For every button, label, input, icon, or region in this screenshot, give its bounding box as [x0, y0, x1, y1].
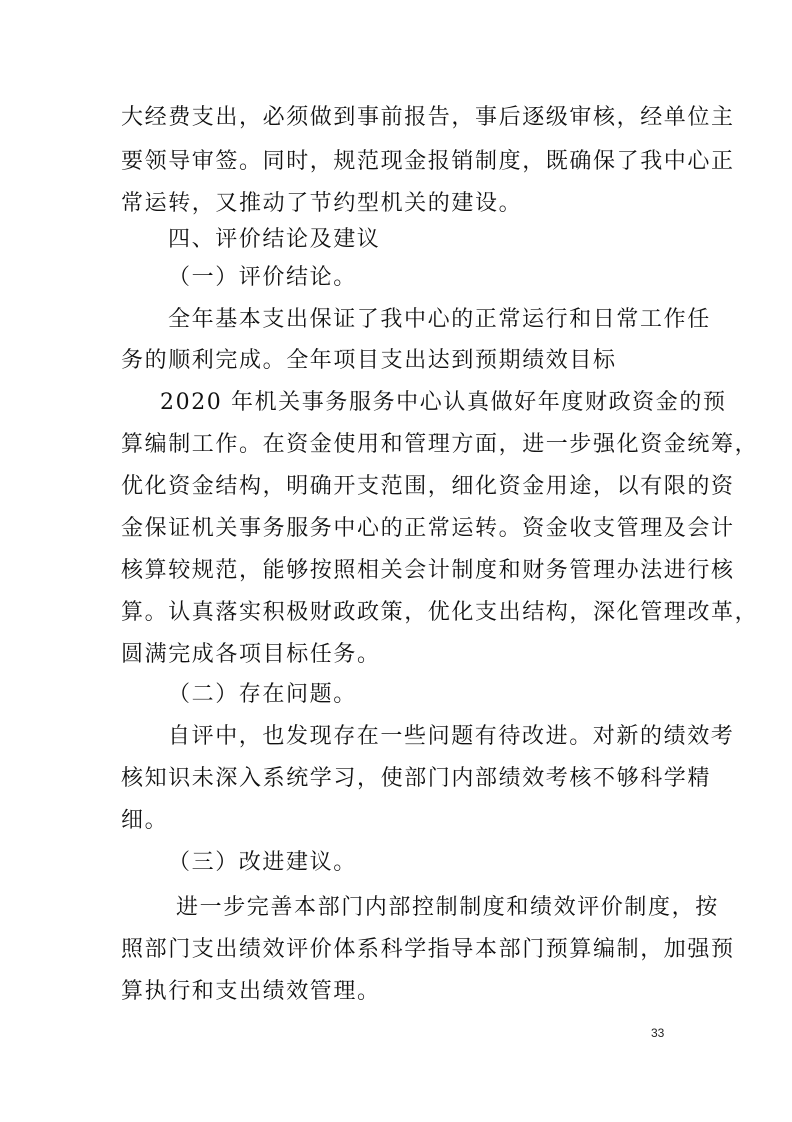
- text-line-2: 要领导审签。同时，规范现金报销制度，既确保了我中心正: [121, 149, 735, 174]
- text-line-13: 算。认真落实积极财政政策，优化支出结构，深化管理改革，: [121, 600, 759, 625]
- text-line-11: 金保证机关事务服务中心的正常运转。资金收支管理及会计: [121, 516, 735, 541]
- text-line-10: 优化资金结构，明确开支范围，细化资金用途，以有限的资: [121, 474, 735, 499]
- text-line-16: 自评中，也发现存在一些问题有待改进。对新的绩效考: [168, 724, 735, 749]
- subsection-heading-2: （二）存在问题。: [168, 682, 357, 707]
- page-number: 33: [651, 1026, 665, 1040]
- text-line-14: 圆满完成各项目标任务。: [121, 642, 381, 667]
- text-line-9: 算编制工作。在资金使用和管理方面，进一步强化资金统筹，: [121, 432, 759, 457]
- text-line-18: 细。: [121, 808, 169, 833]
- section-heading: 四、评价结论及建议: [168, 227, 381, 252]
- text-line-8: 2020 年机关事务服务中心认真做好年度财政资金的预: [160, 390, 727, 415]
- text-line-1: 大经费支出，必须做到事前报告，事后逐级审核，经单位主: [121, 105, 735, 130]
- text-line-7: 务的顺利完成。全年项目支出达到预期绩效目标: [121, 348, 617, 373]
- text-line-21: 照部门支出绩效评价体系科学指导本部门预算编制，加强预: [121, 937, 735, 962]
- text-line-3: 常运转，又推动了节约型机关的建设。: [121, 191, 523, 216]
- subsection-heading-1: （一）评价结论。: [168, 265, 357, 290]
- text-line-20: 进一步完善本部门内部控制制度和绩效评价制度，按: [176, 895, 719, 920]
- text-line-6: 全年基本支出保证了我中心的正常运行和日常工作任: [168, 307, 711, 332]
- text-line-12: 核算较规范，能够按照相关会计制度和财务管理办法进行核: [121, 558, 735, 583]
- subsection-heading-3: （三）改进建议。: [168, 850, 357, 875]
- text-line-17: 核知识未深入系统学习，使部门内部绩效考核不够科学精: [121, 766, 712, 791]
- text-line-22: 算执行和支出绩效管理。: [121, 979, 381, 1004]
